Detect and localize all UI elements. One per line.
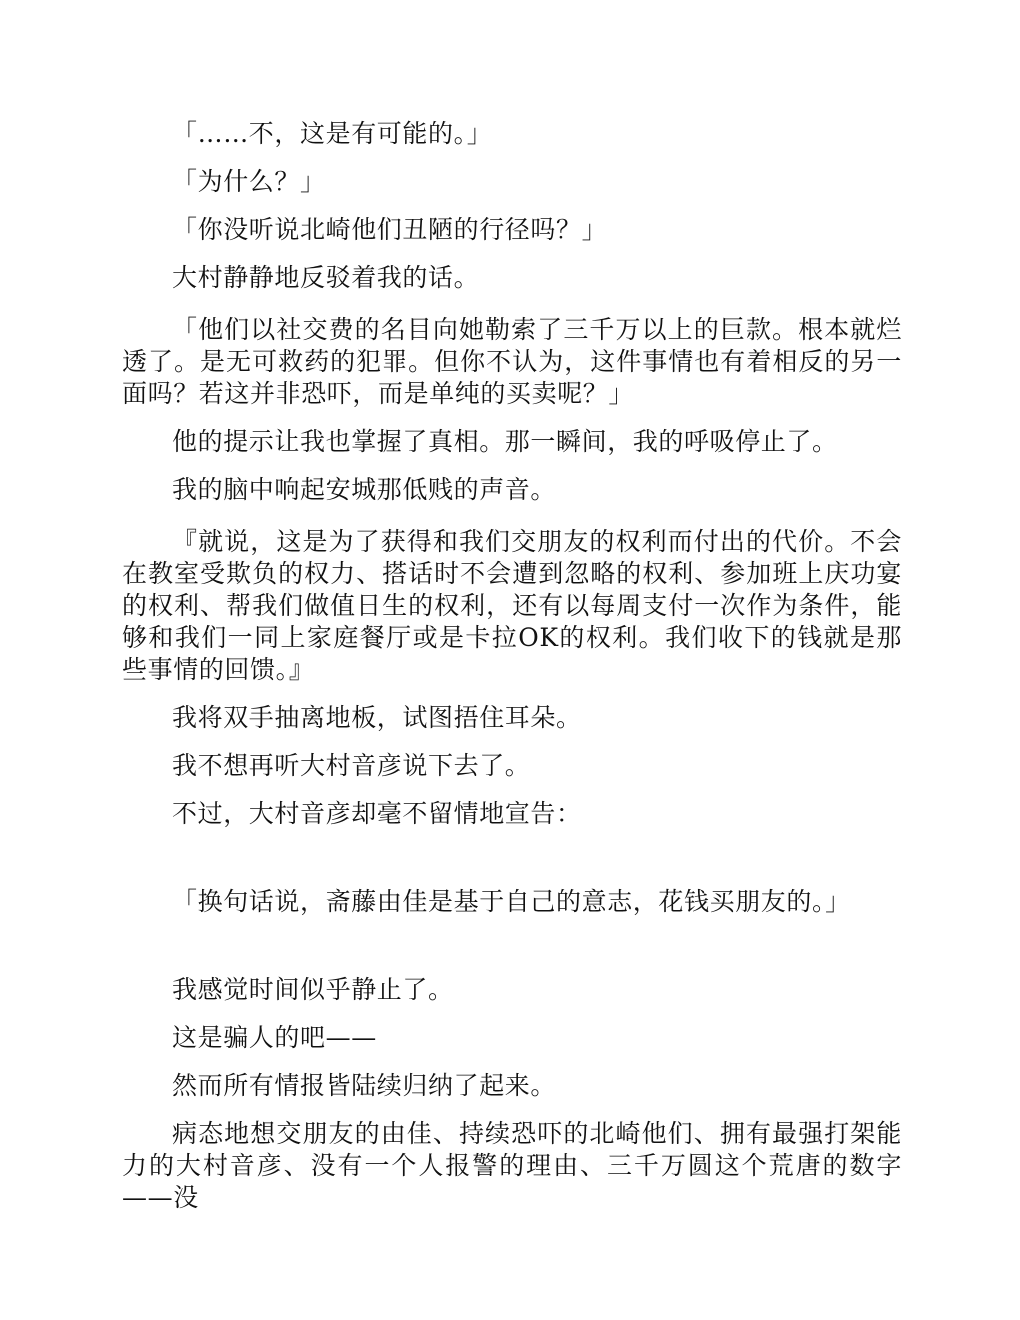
paragraph-16: 病态地想交朋友的由佳、持续恐吓的北崎他们、拥有最强打架能力的大村音彦、没有一个人报警的理由、三千万圆这个荒唐的数字——没 (122, 1119, 902, 1212)
paragraph-15: 然而所有情报皆陆续归纳了起来。 (172, 1071, 557, 1100)
paragraph-7: 我的脑中响起安城那低贱的声音。 (172, 475, 557, 504)
paragraph-2: 「为什么？」 (172, 167, 326, 196)
paragraph-1: 「……不，这是有可能的。」 (172, 119, 493, 148)
paragraph-14: 这是骗人的吧—— (172, 1023, 377, 1052)
paragraph-5: 「他们以社交费的名目向她勒索了三千万以上的巨款。根本就烂透了。是无可救药的犯罪。但你不认为，这件事情也有着相反的另一面吗？若这并非恐吓，而是单纯的买卖呢？」 (122, 315, 902, 408)
paragraph-3: 「你没听说北崎他们丑陋的行径吗？」 (172, 215, 608, 244)
paragraph-6: 他的提示让我也掌握了真相。那一瞬间，我的呼吸停止了。 (172, 427, 838, 456)
paragraph-4: 大村静静地反驳着我的话。 (172, 263, 480, 292)
paragraph-10: 我不想再听大村音彦说下去了。 (172, 751, 531, 780)
paragraph-12: 「换句话说，斋藤由佳是基于自己的意志，花钱买朋友的。」 (172, 887, 851, 916)
paragraph-13: 我感觉时间似乎静止了。 (172, 975, 454, 1004)
document-page (122, 118, 902, 1214)
paragraph-9: 我将双手抽离地板，试图捂住耳朵。 (172, 703, 582, 732)
paragraph-8: 『就说，这是为了获得和我们交朋友的权利而付出的代价。不会在教室受欺负的权力、搭话时不会遭到忽略的权利、参加班上庆功宴的权利、帮我们做值日生的权利，还有以每周支付一次作为条件，能够和我们一同上家庭餐厅或是卡拉OK的权利。我们收下的钱就是那些事情的回馈。』 (122, 527, 902, 684)
paragraph-11: 不过，大村音彦却毫不留情地宣告： (172, 799, 582, 828)
